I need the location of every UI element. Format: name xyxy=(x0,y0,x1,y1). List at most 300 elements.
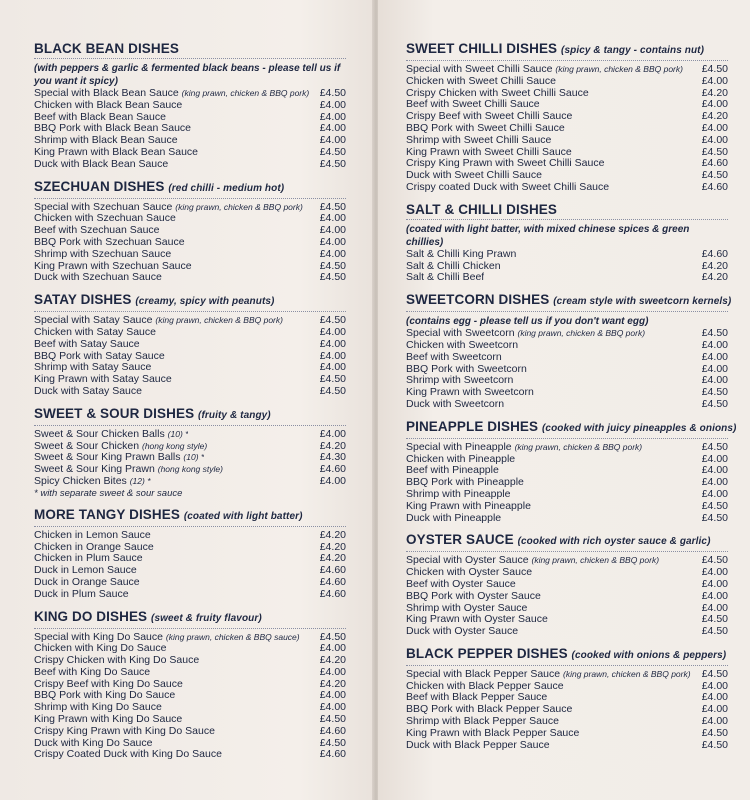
menu-item-name: Special with Szechuan Sauce xyxy=(34,201,173,213)
section-title: SZECHUAN DISHES xyxy=(34,178,165,194)
menu-item-name-wrap xyxy=(406,681,564,693)
section-note: (with peppers & garlic & fermented black beans - please tell us if you want it spicy) xyxy=(34,63,341,87)
menu-item-name-wrap xyxy=(406,591,541,603)
menu-item xyxy=(34,429,346,441)
menu-item-name: Special with Black Bean Sauce xyxy=(34,88,179,99)
menu-item xyxy=(406,501,728,513)
menu-item-name: Shrimp with Szechuan Sauce xyxy=(34,248,172,260)
menu-item-detail: (king prawn, chicken & BBQ pork) xyxy=(555,64,683,74)
section-heading xyxy=(34,178,346,197)
menu-item-price: £4.50 xyxy=(701,386,728,399)
menu-item-name-wrap xyxy=(34,202,303,214)
menu-item-name: Chicken in Plum Sauce xyxy=(34,553,143,565)
menu-item-name-wrap xyxy=(406,555,659,567)
section-subtitle: (cooked with juicy pineapples & onions) xyxy=(542,422,737,434)
section-divider xyxy=(34,425,346,426)
menu-item-name: Beef with Pineapple xyxy=(406,465,499,477)
menu-item-price: £4.60 xyxy=(319,463,346,476)
menu-item-name: Duck with Sweetcorn xyxy=(406,398,505,410)
menu-item-name: Special with Sweetcorn xyxy=(406,328,515,340)
menu-item-name: Sweet & Sour King Prawn xyxy=(34,464,155,476)
menu-item-name: Chicken with Pineapple xyxy=(406,453,516,465)
menu-item-detail: (king prawn, chicken & BBQ pork) xyxy=(514,441,643,452)
menu-item xyxy=(34,589,346,601)
menu-item xyxy=(34,339,346,351)
section-title: SWEETCORN DISHES xyxy=(406,292,550,308)
menu-item xyxy=(406,170,728,182)
menu-item xyxy=(406,272,728,284)
menu-item-name-wrap xyxy=(406,88,589,100)
menu-item-name-wrap xyxy=(406,501,531,513)
menu-item xyxy=(34,577,346,589)
menu-item xyxy=(34,237,346,249)
menu-item-price: £4.50 xyxy=(701,397,728,410)
menu-item-price: £4.20 xyxy=(319,439,346,452)
menu-item-name-wrap xyxy=(34,327,156,339)
left-menu-page xyxy=(0,0,374,800)
menu-item-name: BBQ Pork with Satay Sauce xyxy=(34,350,165,362)
menu-item-price: £4.50 xyxy=(701,327,728,340)
menu-item-name-wrap xyxy=(406,99,540,111)
menu-item-price: £4.20 xyxy=(319,677,346,690)
menu-item-name: Chicken with Sweet Chilli Sauce xyxy=(406,75,556,87)
menu-item-price: £4.00 xyxy=(319,689,346,702)
section-divider xyxy=(406,551,728,552)
menu-item-price: £4.00 xyxy=(701,577,728,590)
section-subtitle: (creamy, spicy with peanuts) xyxy=(135,296,275,308)
menu-item xyxy=(34,476,346,488)
menu-item-name: Duck with King Do Sauce xyxy=(34,737,153,749)
section-heading xyxy=(34,506,346,525)
menu-item-name: Crispy Beef with Sweet Chilli Sauce xyxy=(406,111,573,123)
menu-item-name: Duck in Lemon Sauce xyxy=(34,565,137,577)
menu-item-price: £4.00 xyxy=(319,642,346,655)
section-heading xyxy=(406,40,728,59)
menu-item-name-wrap xyxy=(406,135,551,147)
menu-item-price: £4.60 xyxy=(701,247,728,260)
menu-item-detail: (king prawn, chicken & BBQ pork) xyxy=(517,328,646,339)
menu-item-name: Crispy King Prawn with King Do Sauce xyxy=(34,725,215,737)
section-footnote: * with separate sweet & sour sauce xyxy=(34,487,183,499)
menu-item-name: Special with Sweet Chilli Sauce xyxy=(406,64,553,75)
section-subtitle: (cooked with rich oyster sauce & garlic) xyxy=(517,536,711,548)
section-heading xyxy=(406,645,728,664)
menu-item xyxy=(34,147,346,159)
menu-item-price: £4.00 xyxy=(319,337,346,350)
menu-item xyxy=(406,591,728,603)
menu-item xyxy=(406,704,728,716)
menu-item-name: Crispy Beef with King Do Sauce xyxy=(34,678,183,690)
menu-item-detail: (king prawn, chicken & BBQ pork) xyxy=(563,668,691,679)
menu-item-name-wrap xyxy=(34,237,185,249)
menu-item-price: £4.00 xyxy=(319,325,346,338)
menu-item-name-wrap xyxy=(406,669,691,681)
menu-item-price: £4.00 xyxy=(701,487,728,500)
menu-item xyxy=(34,100,346,112)
section-title: MORE TANGY DISHES xyxy=(34,506,180,522)
menu-item xyxy=(406,442,728,454)
menu-item xyxy=(34,351,346,363)
menu-item xyxy=(34,643,346,655)
menu-item xyxy=(34,565,346,577)
menu-item-name-wrap xyxy=(34,135,178,147)
menu-item-detail: (king prawn, chicken & BBQ pork) xyxy=(155,315,283,326)
menu-item-price: £4.50 xyxy=(701,726,728,739)
menu-item-name: BBQ Pork with King Do Sauce xyxy=(34,690,176,702)
menu-item-name-wrap xyxy=(34,690,175,702)
menu-item-name-wrap xyxy=(406,489,510,501)
menu-item-name: Crispy Coated Duck with King Do Sauce xyxy=(34,749,222,761)
menu-item-name: BBQ Pork with Black Pepper Sauce xyxy=(406,704,573,716)
menu-item-price: £4.00 xyxy=(319,665,346,678)
menu-item xyxy=(406,489,728,501)
menu-item-name-wrap xyxy=(406,728,579,740)
menu-item xyxy=(34,386,346,398)
menu-item-name: Duck with Black Pepper Sauce xyxy=(406,739,550,751)
menu-item-name-wrap xyxy=(406,740,550,752)
menu-item-name-wrap xyxy=(34,452,204,464)
menu-item xyxy=(406,579,728,591)
menu-item-price: £4.60 xyxy=(701,180,728,193)
menu-item-name: King Prawn with Black Bean Sauce xyxy=(34,146,199,158)
menu-item xyxy=(34,159,346,171)
menu-section-szechuan-dishes xyxy=(34,178,346,285)
menu-item-price: £4.00 xyxy=(319,235,346,248)
menu-item-name: King Prawn with Sweetcorn xyxy=(406,387,534,399)
section-title: PINEAPPLE DISHES xyxy=(406,418,539,434)
menu-item-price: £4.00 xyxy=(319,349,346,362)
menu-item-price: £4.00 xyxy=(701,476,728,489)
menu-item-price: £4.20 xyxy=(319,528,346,541)
menu-item-price: £4.50 xyxy=(701,738,728,751)
menu-item xyxy=(406,249,728,261)
menu-item-name-wrap xyxy=(34,100,182,112)
menu-item-price: £4.20 xyxy=(701,110,728,123)
menu-item-name: BBQ Pork with Sweet Chilli Sauce xyxy=(406,122,565,134)
menu-item-price: £4.00 xyxy=(701,589,728,602)
section-title: SWEET & SOUR DISHES xyxy=(34,405,195,421)
menu-item-name-wrap xyxy=(34,577,140,589)
menu-item-name-wrap xyxy=(34,147,198,159)
menu-item-name-wrap xyxy=(34,429,188,441)
menu-item-name: Spicy Chicken Bites xyxy=(34,475,127,487)
menu-item-price: £4.50 xyxy=(701,625,728,638)
section-note: (contains egg - please tell us if you don't want egg) xyxy=(406,316,649,328)
menu-item-name: Duck with Oyster Sauce xyxy=(406,626,519,638)
menu-item-detail: (10) * xyxy=(167,428,189,439)
menu-item-price: £4.50 xyxy=(701,145,728,158)
section-title: BLACK BEAN DISHES xyxy=(34,41,179,56)
menu-section-black-pepper-dishes xyxy=(406,645,728,752)
section-heading xyxy=(34,291,346,310)
section-divider xyxy=(406,665,728,666)
section-heading xyxy=(34,40,346,57)
menu-item-name-wrap xyxy=(34,112,166,124)
menu-item-name-wrap xyxy=(34,679,183,691)
menu-item-name: Beef with Black Bean Sauce xyxy=(34,111,166,123)
menu-item-price: £4.00 xyxy=(319,474,346,487)
section-divider xyxy=(34,198,346,199)
menu-item-detail: (10) * xyxy=(183,452,205,463)
menu-item-detail: (12) * xyxy=(129,475,151,486)
menu-item-name: Shrimp with King Do Sauce xyxy=(34,702,162,714)
menu-item xyxy=(34,374,346,386)
menu-item-name-wrap xyxy=(34,714,182,726)
section-title: OYSTER SAUCE xyxy=(406,532,514,548)
menu-item-name: Crispy Chicken with King Do Sauce xyxy=(34,655,200,667)
menu-item xyxy=(406,147,728,159)
menu-item-name-wrap xyxy=(406,147,572,159)
section-subtitle: (fruity & tangy) xyxy=(198,409,271,421)
menu-item xyxy=(406,111,728,123)
menu-item-name: Shrimp with Oyster Sauce xyxy=(406,602,528,614)
menu-item-name: King Prawn with Szechuan Sauce xyxy=(34,260,192,272)
menu-item-name-wrap xyxy=(406,442,642,454)
menu-item-name-wrap xyxy=(34,542,154,554)
menu-item-price: £4.00 xyxy=(701,121,728,134)
menu-item xyxy=(406,123,728,135)
menu-section-sweet-chilli-dishes xyxy=(406,40,728,194)
menu-item-name-wrap xyxy=(406,375,513,387)
menu-item-name-wrap xyxy=(34,351,165,363)
menu-item-name-wrap xyxy=(34,565,137,577)
menu-item-name-wrap xyxy=(34,655,199,667)
menu-item-name: Special with Satay Sauce xyxy=(34,315,153,327)
menu-item xyxy=(406,477,728,489)
menu-item xyxy=(406,555,728,567)
menu-item-price: £4.00 xyxy=(701,133,728,146)
menu-item-price: £4.50 xyxy=(319,630,346,643)
section-divider xyxy=(406,311,728,312)
section-title: SALT & CHILLI DISHES xyxy=(406,201,558,217)
menu-item-price: £4.60 xyxy=(319,724,346,737)
menu-item-price: £4.50 xyxy=(319,373,346,386)
menu-item-name: Chicken in Orange Sauce xyxy=(34,541,154,553)
menu-item xyxy=(406,261,728,273)
menu-item xyxy=(34,112,346,124)
menu-item-price: £4.60 xyxy=(319,575,346,588)
menu-item xyxy=(406,692,728,704)
menu-item xyxy=(406,158,728,170)
menu-item-name: BBQ Pork with Oyster Sauce xyxy=(406,590,541,602)
menu-item-price: £4.00 xyxy=(319,122,346,135)
right-menu-page xyxy=(378,0,750,800)
menu-item-price: £4.50 xyxy=(701,667,728,680)
menu-item-name-wrap xyxy=(406,454,515,466)
menu-item-price: £4.50 xyxy=(319,713,346,726)
menu-item xyxy=(406,64,728,76)
menu-item xyxy=(34,714,346,726)
menu-item xyxy=(406,135,728,147)
menu-item-name-wrap xyxy=(406,272,484,284)
menu-item-price: £4.00 xyxy=(701,691,728,704)
menu-item-price: £4.50 xyxy=(319,157,346,170)
menu-item-price: £4.00 xyxy=(701,74,728,87)
menu-item-name-wrap xyxy=(34,632,300,644)
section-divider xyxy=(34,526,346,527)
menu-item xyxy=(406,340,728,352)
menu-section-salt-and-chilli-dishes xyxy=(406,201,728,284)
menu-item-name: Salt & Chilli Chicken xyxy=(406,260,501,272)
menu-item-name-wrap xyxy=(34,441,207,453)
menu-item-name-wrap xyxy=(34,643,167,655)
menu-item-name: Sweet & Sour Chicken Balls xyxy=(34,428,165,440)
menu-item-name-wrap xyxy=(34,749,222,761)
menu-item xyxy=(406,328,728,340)
menu-item-name: Beef with Sweetcorn xyxy=(406,351,502,363)
menu-item-name: Beef with Satay Sauce xyxy=(34,338,140,350)
menu-item-price: £4.00 xyxy=(701,338,728,351)
menu-item-price: £4.00 xyxy=(701,464,728,477)
section-note: (coated with light batter, with mixed chinese spices & green chillies) xyxy=(406,223,690,248)
menu-section-sweetcorn-dishes xyxy=(406,291,732,411)
section-divider xyxy=(34,58,346,59)
menu-item xyxy=(406,716,728,728)
menu-item-name-wrap xyxy=(406,704,572,716)
menu-item-name-wrap xyxy=(34,667,150,679)
menu-item-name: Chicken with Satay Sauce xyxy=(34,326,156,338)
menu-item-name: Crispy Chicken with Sweet Chilli Sauce xyxy=(406,87,589,99)
menu-item-name-wrap xyxy=(34,589,129,601)
menu-item-name-wrap xyxy=(406,170,542,182)
menu-item-name: King Prawn with Sweet Chilli Sauce xyxy=(406,146,572,158)
menu-item-name: Shrimp with Sweetcorn xyxy=(406,375,514,387)
menu-item-name: King Prawn with Black Pepper Sauce xyxy=(406,727,580,739)
menu-item-name: BBQ Pork with Black Bean Sauce xyxy=(34,123,191,135)
menu-item-price: £4.00 xyxy=(701,601,728,614)
menu-item xyxy=(34,225,346,237)
menu-item-detail: (king prawn, chicken & BBQ sauce) xyxy=(165,631,300,642)
menu-item-name-wrap xyxy=(406,64,683,76)
menu-item xyxy=(34,272,346,284)
menu-item-price: £4.00 xyxy=(701,350,728,363)
menu-item-name-wrap xyxy=(406,261,501,273)
menu-item-name-wrap xyxy=(406,626,518,638)
menu-item-name-wrap xyxy=(34,530,151,542)
menu-item xyxy=(34,202,346,214)
menu-item xyxy=(34,655,346,667)
menu-item xyxy=(406,454,728,466)
menu-item xyxy=(406,603,728,615)
menu-item xyxy=(406,614,728,626)
menu-item xyxy=(406,567,728,579)
menu-item xyxy=(34,667,346,679)
menu-item xyxy=(34,632,346,644)
menu-item-name: Duck with Szechuan Sauce xyxy=(34,272,162,284)
menu-item-price: £4.50 xyxy=(701,169,728,182)
menu-item xyxy=(34,702,346,714)
menu-item xyxy=(34,135,346,147)
menu-item-name-wrap xyxy=(406,111,572,123)
section-subtitle: (cream style with sweetcorn kernels) xyxy=(553,296,732,308)
menu-item-name-wrap xyxy=(34,272,162,284)
menu-item-name-wrap xyxy=(406,387,534,399)
menu-item xyxy=(34,261,346,273)
menu-item-price: £4.60 xyxy=(319,587,346,600)
menu-item-name-wrap xyxy=(406,399,504,411)
menu-item-name-wrap xyxy=(406,158,604,170)
menu-item-name: Shrimp with Pineapple xyxy=(406,488,511,500)
menu-item-name-wrap xyxy=(34,213,176,225)
menu-item xyxy=(34,362,346,374)
menu-item xyxy=(34,88,346,100)
menu-item-price: £4.60 xyxy=(319,564,346,577)
menu-item-name-wrap xyxy=(34,88,309,100)
menu-item-name-wrap xyxy=(34,261,192,273)
menu-item-price: £4.00 xyxy=(319,701,346,714)
menu-item xyxy=(406,88,728,100)
menu-item-name-wrap xyxy=(34,702,162,714)
menu-item xyxy=(34,249,346,261)
menu-item-detail: (king prawn, chicken & BBQ pork) xyxy=(175,201,303,212)
menu-item-name-wrap xyxy=(34,315,283,327)
menu-item-name: Special with Oyster Sauce xyxy=(406,555,529,567)
menu-item xyxy=(34,738,346,750)
menu-item xyxy=(406,669,728,681)
menu-item-name: Chicken in Lemon Sauce xyxy=(34,529,151,541)
menu-item-name: BBQ Pork with Szechuan Sauce xyxy=(34,236,185,248)
menu-item xyxy=(406,465,728,477)
menu-item-name-wrap xyxy=(406,123,565,135)
menu-item-price: £4.50 xyxy=(319,384,346,397)
menu-item-name: BBQ Pork with Sweetcorn xyxy=(406,363,527,375)
menu-item-name-wrap xyxy=(34,123,191,135)
menu-item-name: Duck with Sweet Chilli Sauce xyxy=(406,170,542,182)
menu-item xyxy=(34,679,346,691)
menu-item-price: £4.20 xyxy=(319,654,346,667)
menu-item xyxy=(406,375,728,387)
menu-item xyxy=(406,182,728,194)
menu-item-detail: (king prawn, chicken & BBQ pork) xyxy=(181,88,310,98)
menu-item-name-wrap xyxy=(34,464,223,476)
menu-item xyxy=(34,123,346,135)
menu-item-price: £4.60 xyxy=(701,157,728,170)
menu-item-name: Special with Black Pepper Sauce xyxy=(406,668,561,680)
menu-item-name: Chicken with King Do Sauce xyxy=(34,643,167,655)
menu-item-price: £4.20 xyxy=(319,552,346,565)
menu-item-price: £4.00 xyxy=(319,98,346,111)
menu-item xyxy=(406,681,728,693)
section-title: KING DO DISHES xyxy=(34,608,148,624)
menu-item-detail: (king prawn, chicken & BBQ pork) xyxy=(531,555,660,566)
menu-item-price: £4.50 xyxy=(319,145,346,158)
menu-item-name: Special with King Do Sauce xyxy=(34,631,163,643)
menu-item-name: Beef with King Do Sauce xyxy=(34,666,151,678)
menu-item-price: £4.50 xyxy=(701,499,728,512)
menu-item-price: £4.20 xyxy=(701,86,728,99)
menu-item-price: £4.50 xyxy=(319,259,346,272)
menu-item-name: Sweet & Sour King Prawn Balls xyxy=(34,452,181,464)
menu-item-name: Chicken with Black Pepper Sauce xyxy=(406,680,564,692)
menu-item-name-wrap xyxy=(34,339,140,351)
menu-item-name-wrap xyxy=(34,476,151,488)
menu-item xyxy=(406,513,728,525)
menu-item-price: £4.00 xyxy=(701,374,728,387)
menu-item-detail: (hong kong style) xyxy=(141,440,208,451)
menu-item-name: King Prawn with Pineapple xyxy=(406,500,531,512)
menu-item-name: King Prawn with King Do Sauce xyxy=(34,714,183,726)
menu-item-name: Shrimp with Satay Sauce xyxy=(34,362,152,374)
menu-item-price: £4.00 xyxy=(319,247,346,260)
section-subtitle: (spicy & tangy - contains nut) xyxy=(561,45,705,56)
menu-item xyxy=(34,749,346,761)
menu-item-name-wrap xyxy=(406,614,548,626)
menu-item-price: £4.50 xyxy=(701,440,728,453)
section-heading xyxy=(34,608,346,627)
menu-item-name-wrap xyxy=(406,692,547,704)
menu-item-price: £4.00 xyxy=(701,452,728,465)
section-title: SWEET CHILLI DISHES xyxy=(406,41,558,56)
